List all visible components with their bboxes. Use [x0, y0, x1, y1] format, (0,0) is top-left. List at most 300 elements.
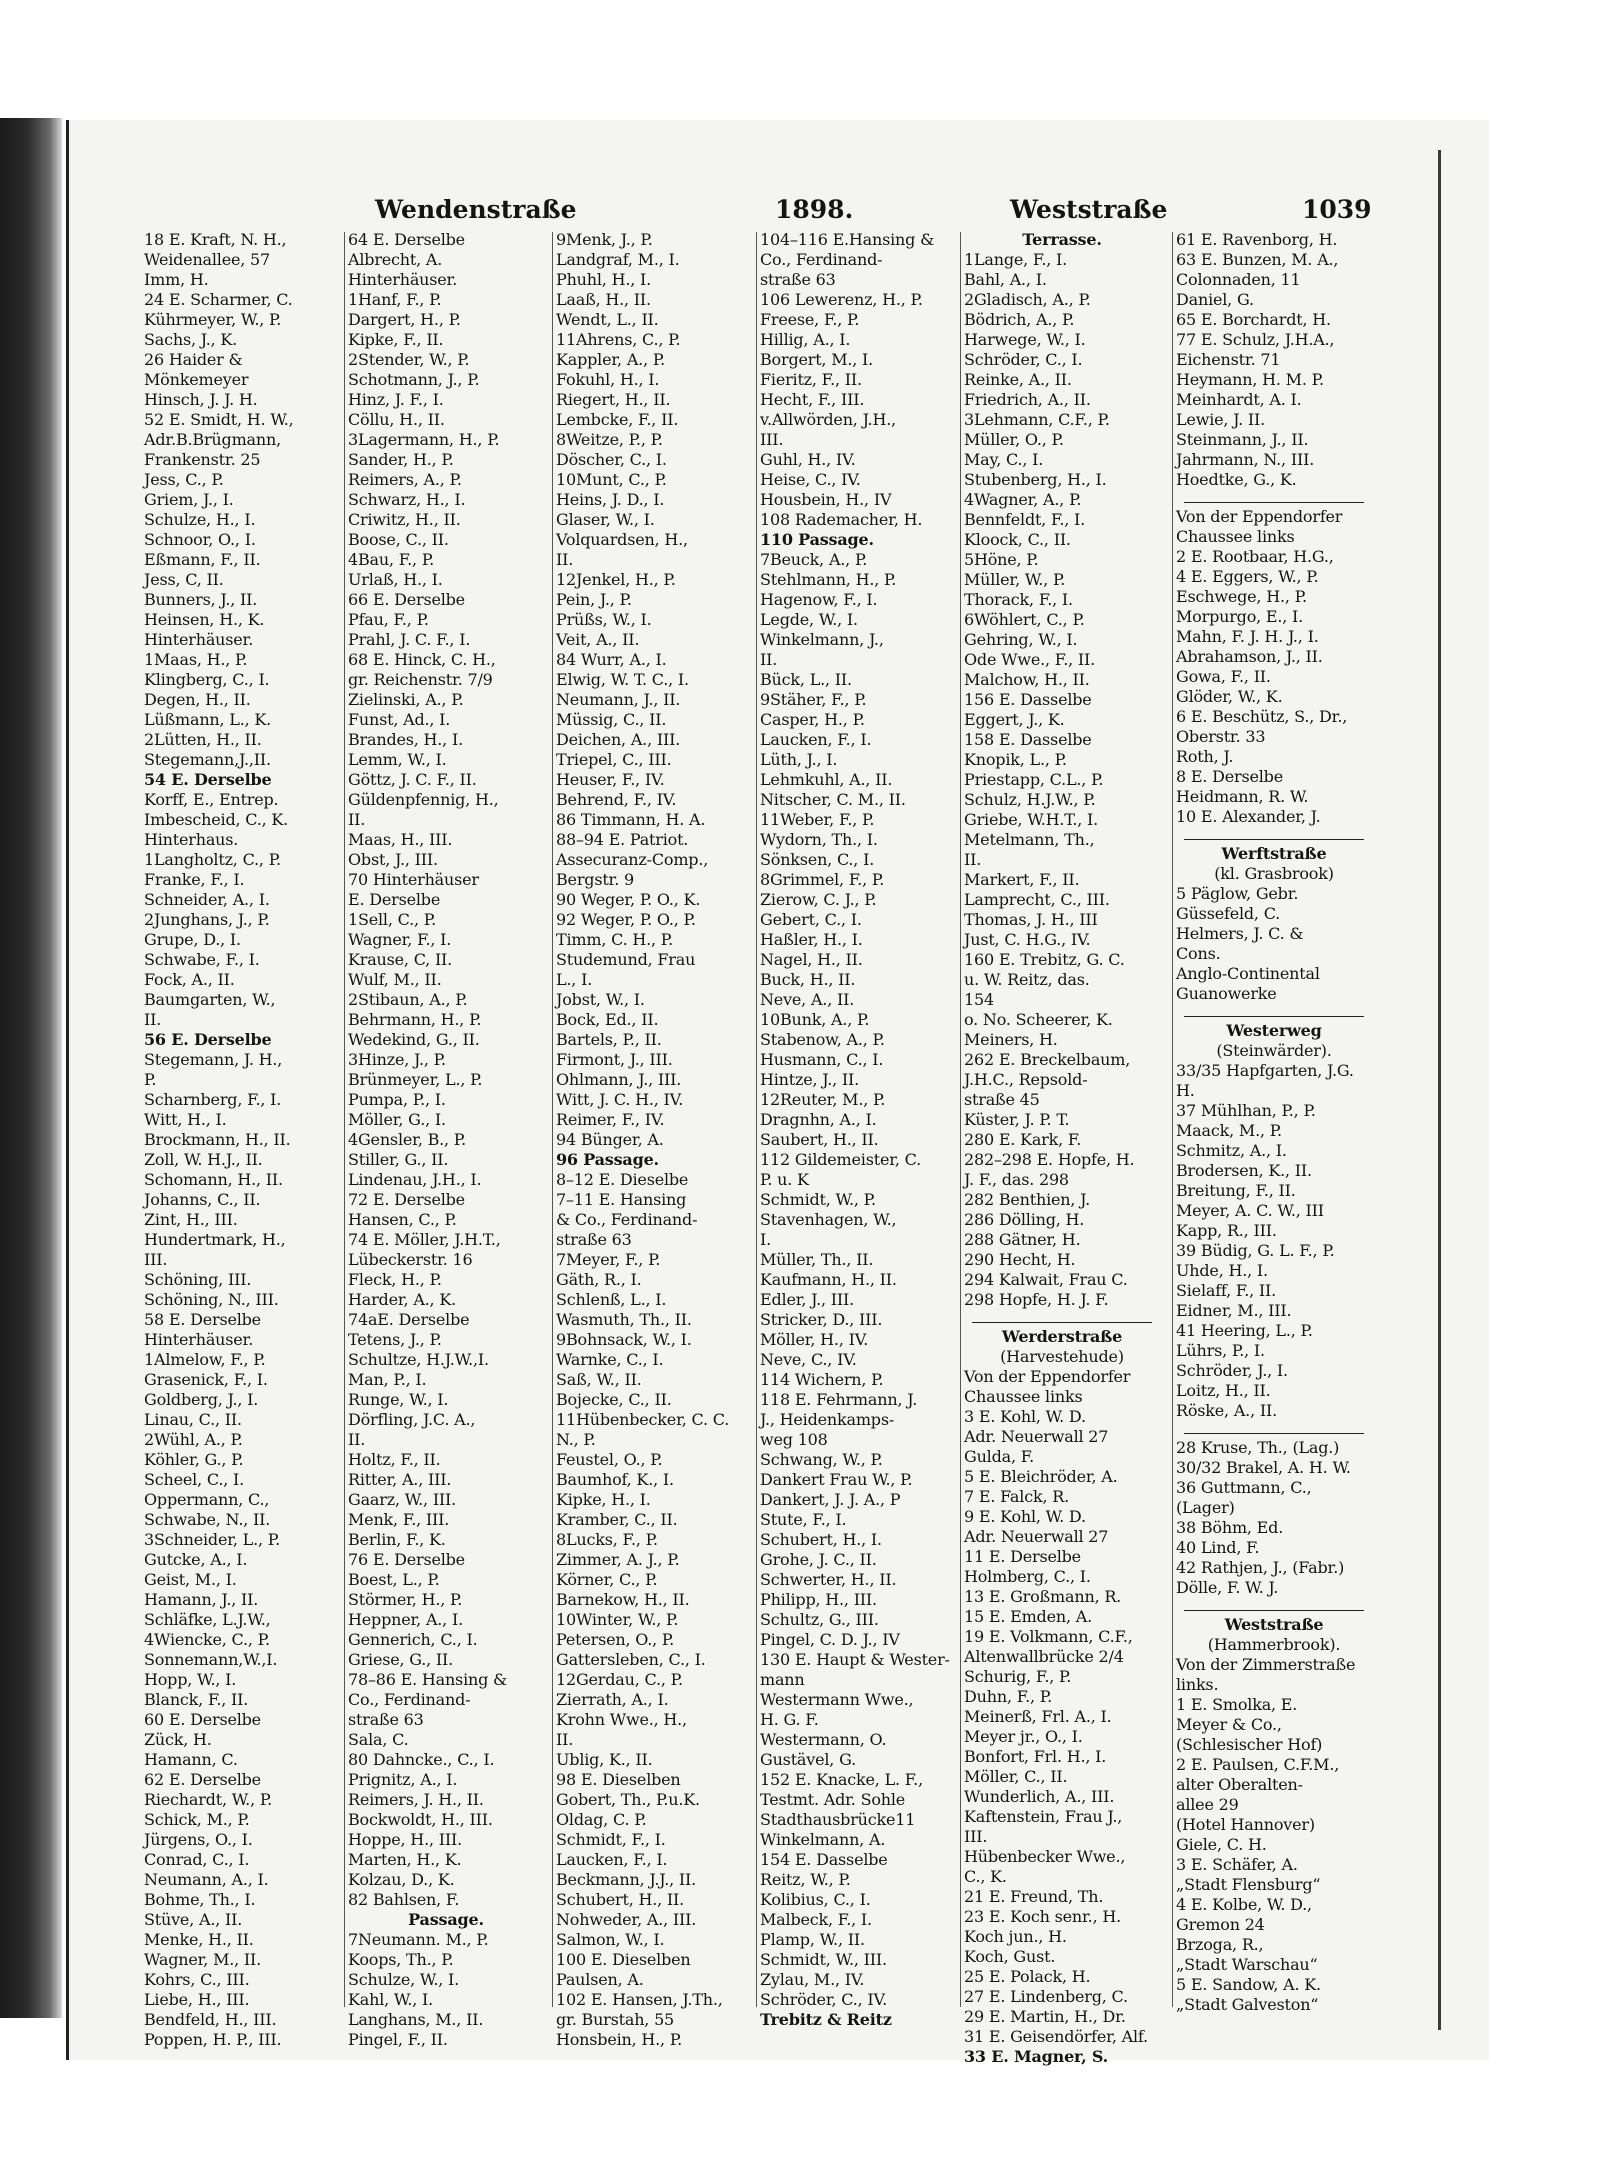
directory-entry: Gennerich, C., I. [348, 1630, 478, 1649]
directory-entry: 80 Dahncke., C., I. [348, 1750, 495, 1769]
directory-entry: v.Allwörden, J.H., [760, 410, 896, 429]
directory-entry: 8Lucks, F., P. [556, 1530, 658, 1549]
directory-entry: 60 E. Derselbe [144, 1710, 261, 1729]
directory-entry: Hansen, C., P. [348, 1210, 457, 1229]
directory-entry: P. [144, 1070, 157, 1089]
directory-entry: Degen, H., II. [144, 690, 251, 709]
directory-entry: 7Neumann. M., P. [348, 1930, 489, 1949]
directory-entry: 3Hinze, J., P. [348, 1050, 446, 1069]
directory-entry: Schurig, F., P. [964, 1667, 1072, 1686]
directory-entry: 7 E. Falck, R. [964, 1487, 1069, 1506]
directory-entry: Stavenhagen, W., [760, 1210, 897, 1229]
directory-entry: Maas, H., III. [348, 830, 453, 849]
directory-entry: Stabenow, A., P. [760, 1030, 885, 1049]
directory-entry: 39 Büdig, G. L. F., P. [1176, 1241, 1335, 1260]
directory-entry: „Stadt Galveston“ [1176, 1995, 1319, 2014]
directory-entry: Meiners, H. [964, 1030, 1058, 1049]
directory-entry: Hoedtke, G., K. [1176, 470, 1297, 489]
directory-column-5 [964, 230, 1160, 2066]
directory-entry: 152 E. Knacke, L. F., [760, 1770, 923, 1789]
directory-entry: Kolzau, D., K. [348, 1870, 455, 1889]
directory-entry: Roth, J. [1176, 747, 1234, 766]
directory-entry: Menke, H., II. [144, 1930, 254, 1949]
directory-entry: Conrad, C., I. [144, 1850, 250, 1869]
directory-entry: Müssig, C., II. [556, 710, 667, 729]
directory-entry: 11Weber, F., P. [760, 810, 875, 829]
directory-entry: Mönkemeyer [144, 370, 249, 389]
directory-entry: Hoppe, H., III. [348, 1830, 462, 1849]
directory-entry: Helmers, J. C. & [1176, 924, 1304, 943]
directory-entry: Koch, Gust. [964, 1947, 1056, 1966]
directory-entry: Housbein, H., IV [760, 490, 892, 509]
directory-entry: Kramber, C., II. [556, 1510, 678, 1529]
directory-entry: Brandes, H., I. [348, 730, 463, 749]
directory-entry: Schöning, N., III. [144, 1290, 279, 1309]
directory-entry: Bunners, J., II. [144, 590, 258, 609]
directory-entry: 10 E. Alexander, J. [1176, 807, 1321, 826]
directory-entry: Eßmann, F., II. [144, 550, 261, 569]
directory-entry: Petersen, O., P. [556, 1630, 675, 1649]
directory-entry: Chaussee links [964, 1387, 1083, 1406]
directory-entry: Schöning, III. [144, 1270, 252, 1289]
directory-entry: 30/32 Brakel, A. H. W. [1176, 1458, 1351, 1477]
directory-entry: Friedrich, A., II. [964, 390, 1091, 409]
directory-entry: 1Maas, H., P. [144, 650, 248, 669]
directory-entry: Nagel, H., II. [760, 950, 863, 969]
directory-entry: Prüßs, W., I. [556, 610, 652, 629]
directory-entry: Cons. [1176, 944, 1221, 963]
directory-entry: Schmidt, W., III. [760, 1950, 887, 1969]
directory-entry: straße 63 [760, 270, 836, 289]
directory-entry: Sala, C. [348, 1730, 409, 1749]
directory-entry: Brockmann, H., II. [144, 1130, 291, 1149]
directory-entry: Schmidt, F., I. [556, 1830, 666, 1849]
directory-entry: Wedekind, G., II. [348, 1030, 480, 1049]
directory-entry: Barnekow, H., II. [556, 1590, 690, 1609]
directory-entry: Schneider, A., I. [144, 890, 270, 909]
directory-entry: Runge, W., I. [348, 1390, 449, 1409]
directory-entry: Markert, F., II. [964, 870, 1080, 889]
directory-entry: L., I. [556, 970, 593, 989]
directory-entry: 62 E. Derselbe [144, 1770, 261, 1789]
directory-entry: 8Grimmel, F., P. [760, 870, 885, 889]
directory-entry: Sander, H., P. [348, 450, 454, 469]
directory-entry: Hinterhäuser. [144, 630, 254, 649]
directory-entry: Just, C. H.G., IV. [964, 930, 1091, 949]
directory-entry: 290 Hecht, H. [964, 1250, 1076, 1269]
street-heading: Werderstraße [1001, 1327, 1123, 1346]
directory-entry: Zielinski, A., P. [348, 690, 464, 709]
directory-entry: straße 45 [964, 1090, 1040, 1109]
directory-entry: Meyer, A. C. W., III [1176, 1201, 1324, 1220]
directory-entry: Colonnaden, 11 [1176, 270, 1301, 289]
directory-entry: Breitung, F., II. [1176, 1181, 1296, 1200]
directory-entry: Sonnemann,W.,I. [144, 1650, 278, 1669]
directory-entry: Buck, H., II. [760, 970, 856, 989]
directory-entry: Triepel, C., III. [556, 750, 672, 769]
directory-entry: 6Wöhlert, C., P. [964, 610, 1085, 629]
directory-entry: Dörfling, J.C. A., [348, 1410, 476, 1429]
directory-entry: Heins, J. D., I. [556, 490, 665, 509]
directory-entry: Gehring, W., I. [964, 630, 1078, 649]
directory-entry: Pein, J., P. [556, 590, 632, 609]
directory-entry: Schick, M., P. [144, 1810, 250, 1829]
directory-entry: Philipp, H., III. [760, 1590, 877, 1609]
directory-entry: Holtz, F., II. [348, 1450, 441, 1469]
directory-entry: Kolibius, C., I. [760, 1890, 871, 1909]
directory-entry: Reimers, J. H., II. [348, 1790, 484, 1809]
directory-entry: Bojecke, C., II. [556, 1390, 672, 1409]
directory-entry: Schwarz, H., I. [348, 490, 466, 509]
directory-entry: 2Lütten, H., II. [144, 730, 262, 749]
directory-entry: Griem, J., I. [144, 490, 234, 509]
directory-entry: Grohe, J. C., II. [760, 1550, 877, 1569]
directory-entry: 158 E. Dasselbe [964, 730, 1092, 749]
directory-entry: 78–86 E. Hansing & [348, 1670, 508, 1689]
directory-entry: II. [144, 1010, 162, 1029]
directory-entry: Möller, H., IV. [760, 1330, 869, 1349]
directory-entry: Stüve, A., II. [144, 1910, 243, 1929]
directory-entry: Schröder, C., I. [964, 350, 1083, 369]
directory-entry: Schulze, W., I. [348, 1970, 460, 1989]
directory-entry: Bockwoldt, H., III. [348, 1810, 493, 1829]
book-spine-shadow [0, 118, 62, 2018]
directory-entry: Duhn, F., P. [964, 1687, 1052, 1706]
directory-entry: Mahn, F. J. H. J., I. [1176, 627, 1319, 646]
directory-entry: Co., Ferdinand- [348, 1690, 471, 1709]
directory-entry: Bennfeldt, F., I. [964, 510, 1086, 529]
directory-entry: 24 E. Scharmer, C. [144, 290, 293, 309]
directory-entry: Schulz, H.J.W., P. [964, 790, 1096, 809]
running-head-year: 1898. [775, 195, 854, 224]
street-heading: Weststraße [1224, 1615, 1324, 1634]
directory-entry: Zierow, C. J., P. [760, 890, 877, 909]
street-heading: Passage. [408, 1910, 484, 1929]
directory-entry: 9Bohnsack, W., I. [556, 1330, 692, 1349]
directory-entry: E. Derselbe [348, 890, 441, 909]
directory-entry: Kappler, A., P. [556, 350, 666, 369]
directory-entry: Schmitz, A., I. [1176, 1141, 1287, 1160]
directory-entry: 28 Kruse, Th., (Lag.) [1176, 1438, 1340, 1457]
directory-entry: 25 E. Polack, H. [964, 1967, 1091, 1986]
directory-entry: Obst, J., III. [348, 850, 438, 869]
directory-entry: 65 E. Borchardt, H. [1176, 310, 1331, 329]
column-divider [1172, 232, 1173, 2007]
directory-entry: Pingel, C. D. J., IV [760, 1630, 900, 1649]
directory-entry: 66 E. Derselbe [348, 590, 465, 609]
directory-entry: Meyer jr., O., I. [964, 1727, 1083, 1746]
directory-entry: Elwig, W. T. C., I. [556, 670, 689, 689]
directory-entry: 4Wiencke, C., P. [144, 1630, 270, 1649]
directory-entry: 8 E. Derselbe [1176, 767, 1283, 786]
directory-entry: Giele, C. H. [1176, 1835, 1267, 1854]
directory-entry: Grasenick, F., I. [144, 1370, 268, 1389]
directory-entry: Hundertmark, H., [144, 1230, 286, 1249]
directory-entry: Veit, A., II. [556, 630, 640, 649]
directory-entry: II. [760, 650, 778, 669]
directory-entry: 9Stäher, F., P. [760, 690, 867, 709]
directory-entry: 70 Hinterhäuser [348, 870, 479, 889]
directory-entry: Urlaß, H., I. [348, 570, 443, 589]
directory-entry: Sielaff, F., II. [1176, 1281, 1277, 1300]
directory-entry: Oppermann, C., [144, 1490, 270, 1509]
directory-entry: Körner, C., P. [556, 1570, 658, 1589]
directory-entry: links. [1176, 1675, 1219, 1694]
directory-entry: Freese, F., P. [760, 310, 860, 329]
directory-entry: 1Sell, C., P. [348, 910, 436, 929]
directory-entry: 68 E. Hinck, C. H., [348, 650, 496, 669]
directory-entry: Stute, F., I. [760, 1510, 847, 1529]
directory-entry: Von der Eppendorfer [1176, 507, 1343, 526]
directory-entry: gr. Burstah, 55 [556, 2010, 675, 2029]
directory-entry: Lührs, P., I. [1176, 1341, 1265, 1360]
directory-entry: 10Bunk, A., P. [760, 1010, 870, 1029]
directory-entry: (Hammerbrook). [1207, 1635, 1341, 1654]
directory-entry: Hamann, J., II. [144, 1590, 259, 1609]
directory-entry: Feustel, O., P. [556, 1450, 663, 1469]
directory-entry: 262 E. Breckelbaum, [964, 1050, 1131, 1069]
directory-entry: Maack, M., P. [1176, 1121, 1282, 1140]
directory-entry: 36 Guttmann, C., [1176, 1478, 1312, 1497]
directory-entry: Heppner, A., I. [348, 1610, 463, 1629]
directory-entry: Hopp, W., I. [144, 1670, 237, 1689]
directory-entry: o. No. Scheerer, K. [964, 1010, 1113, 1029]
directory-entry: Griese, G., II. [348, 1650, 454, 1669]
directory-entry: Meinhardt, A. I. [1176, 390, 1302, 409]
directory-entry: Gebert, C., I. [760, 910, 862, 929]
directory-entry: Von der Eppendorfer [964, 1367, 1131, 1386]
directory-entry: Schulze, H., I. [144, 510, 256, 529]
directory-entry: Gulda, F. [964, 1447, 1035, 1466]
directory-entry: 4Bau, F., P. [348, 550, 435, 569]
directory-entry: Frankenstr. 25 [144, 450, 261, 469]
directory-entry: 288 Gätner, H. [964, 1230, 1081, 1249]
directory-entry: Stiller, G., II. [348, 1150, 449, 1169]
directory-entry: Jess, C, II. [144, 570, 224, 589]
directory-entry: 7Beuck, A., P. [760, 550, 868, 569]
directory-entry: Bendfeld, H., III. [144, 2010, 277, 2029]
directory-entry: Imbescheid, C., K. [144, 810, 289, 829]
directory-entry: III. [144, 1250, 168, 1269]
directory-entry: Blanck, F., II. [144, 1690, 249, 1709]
directory-entry: Lemm, W., I. [348, 750, 447, 769]
directory-entry: Co., Ferdinand- [760, 250, 883, 269]
directory-entry: Lüth, J., I. [760, 750, 838, 769]
directory-entry: 61 E. Ravenborg, H. [1176, 230, 1338, 249]
directory-entry: III. [760, 430, 784, 449]
directory-entry: Bödrich, A., P. [964, 310, 1075, 329]
directory-entry: 12Jenkel, H., P. [556, 570, 676, 589]
directory-entry: 114 Wichern, P. [760, 1370, 884, 1389]
directory-entry: Hamann, C. [144, 1750, 238, 1769]
directory-entry: 54 E. Derselbe [144, 770, 272, 789]
section-rule [1184, 1423, 1364, 1434]
directory-entry: Möller, C., II. [964, 1767, 1068, 1786]
directory-entry: Bohme, Th., I. [144, 1890, 256, 1909]
directory-entry: Döscher, C., I. [556, 450, 667, 469]
directory-entry: Wunderlich, A., III. [964, 1787, 1115, 1806]
directory-entry: 5 E. Sandow, A. K. [1176, 1975, 1321, 1994]
directory-entry: 7–11 E. Hansing [556, 1190, 687, 1209]
directory-entry: 130 E. Haupt & Wester- [760, 1650, 950, 1669]
section-rule [1184, 1600, 1364, 1611]
directory-entry: Plamp, W., II. [760, 1930, 865, 1949]
directory-entry: Pfau, F., P. [348, 610, 429, 629]
directory-entry: 4Gensler, B., P. [348, 1130, 467, 1149]
directory-entry: Phuhl, H., I. [556, 270, 651, 289]
directory-entry: Poppen, H. P., III. [144, 2030, 282, 2049]
directory-entry: 11Ahrens, C., P. [556, 330, 681, 349]
directory-entry: alter Oberalten- [1176, 1775, 1303, 1794]
directory-entry: Altenwallbrücke 2/4 [964, 1647, 1124, 1666]
directory-entry: Jürgens, O., I. [144, 1830, 253, 1849]
directory-entry: Kührmeyer, W., P. [144, 310, 282, 329]
directory-entry: Legde, W., I. [760, 610, 858, 629]
directory-entry: Stadthausbrücke11 [760, 1810, 916, 1829]
directory-entry: Loitz, H., II. [1176, 1381, 1271, 1400]
directory-entry: Glaser, W., I. [556, 510, 655, 529]
directory-entry: Lüßmann, L., K. [144, 710, 272, 729]
directory-entry: Thorack, F., I. [964, 590, 1073, 609]
directory-entry: 2Stibaun, A., P. [348, 990, 468, 1009]
directory-entry: H. [1176, 1081, 1195, 1100]
directory-entry: mann [760, 1670, 805, 1689]
directory-entry: Stehlmann, H., P. [760, 570, 897, 589]
directory-entry: Küster, J. P. T. [964, 1110, 1070, 1129]
directory-entry: 106 Lewerenz, H., P. [760, 290, 923, 309]
directory-entry: I. [760, 1230, 772, 1249]
directory-column-2 [348, 230, 544, 2049]
directory-entry: Schultz, G., III. [760, 1610, 879, 1629]
directory-entry: Testmt. Adr. Sohle [760, 1790, 906, 1809]
directory-entry: 56 E. Derselbe [144, 1030, 272, 1049]
directory-entry: 2Junghans, J., P. [144, 910, 270, 929]
directory-entry: 298 Hopfe, H. J. F. [964, 1290, 1109, 1309]
directory-entry: Zint, H., III. [144, 1210, 238, 1229]
directory-entry: Goldberg, J., I. [144, 1390, 259, 1409]
directory-entry: Zoll, W. H.J., II. [144, 1150, 263, 1169]
directory-entry: Guhl, H., IV. [760, 450, 856, 469]
directory-entry: Krohn Wwe., H., [556, 1710, 687, 1729]
directory-entry: 8Weitze, P., P. [556, 430, 663, 449]
directory-entry: Behrmann, H., P. [348, 1010, 482, 1029]
directory-entry: Laucken, F., I. [760, 730, 872, 749]
directory-entry: Malchow, H., II. [964, 670, 1090, 689]
directory-entry: Abrahamson, J., II. [1176, 647, 1323, 666]
directory-entry: Grupe, D., I. [144, 930, 241, 949]
directory-entry: Gaarz, W., III. [348, 1490, 457, 1509]
directory-entry: Heinsen, H., K. [144, 610, 265, 629]
directory-entry: Ode Wwe., F., II. [964, 650, 1095, 669]
directory-entry: Bahl, A., I. [964, 270, 1047, 289]
directory-entry: Brzoga, R., [1176, 1935, 1264, 1954]
directory-entry: Schwerter, H., II. [760, 1570, 897, 1589]
directory-entry: Malbeck, F., I. [760, 1910, 872, 1929]
directory-entry: Röske, A., II. [1176, 1401, 1277, 1420]
directory-entry: 4 E. Eggers, W., P. [1176, 567, 1319, 586]
directory-entry: Stubenberg, H., I. [964, 470, 1107, 489]
directory-entry: Albrecht, A. [348, 250, 443, 269]
directory-entry: 19 E. Volkmann, C.F., [964, 1627, 1133, 1646]
directory-entry: 3Schneider, L., P. [144, 1530, 280, 1549]
directory-entry: Adr.B.Brügmann, [144, 430, 281, 449]
directory-entry: Gobert, Th., P.u.K. [556, 1790, 700, 1809]
directory-entry: Casper, H., P. [760, 710, 865, 729]
directory-entry: 76 E. Derselbe [348, 1550, 465, 1569]
directory-entry: Ublig, K., II. [556, 1750, 653, 1769]
directory-entry: Criwitz, H., II. [348, 510, 461, 529]
directory-entry: Güssefeld, C. [1176, 904, 1281, 923]
directory-entry: Güldenpfennig, H., [348, 790, 499, 809]
directory-entry: (Hotel Hannover) [1176, 1815, 1315, 1834]
directory-entry: Berlin, F., K. [348, 1530, 446, 1549]
directory-entry: Witt, H., I. [144, 1110, 227, 1129]
directory-entry: Brodersen, K., II. [1176, 1161, 1312, 1180]
directory-entry: Hinterhäuser. [144, 1330, 254, 1349]
directory-column-4 [760, 230, 956, 2029]
directory-entry: Fleck, H., P. [348, 1270, 442, 1289]
directory-entry: 3Lagermann, H., P. [348, 430, 500, 449]
directory-entry: gr. Reichenstr. 7/9 [348, 670, 493, 689]
directory-entry: Nohweder, A., III. [556, 1910, 697, 1929]
directory-entry: (Harvestehude) [1000, 1347, 1124, 1366]
directory-entry: Harder, A., K. [348, 1290, 456, 1309]
directory-entry: 27 E. Lindenberg, C. [964, 1987, 1128, 2006]
directory-entry: Sönksen, C., I. [760, 850, 875, 869]
directory-entry: Lübeckerstr. 16 [348, 1250, 473, 1269]
directory-entry: Anglo-Continental [1176, 964, 1320, 983]
directory-entry: Zück, H. [144, 1730, 212, 1749]
column-divider [960, 232, 961, 2007]
directory-entry: Witt, J. C. H., IV. [556, 1090, 684, 1109]
directory-entry: Glöder, W., K. [1176, 687, 1283, 706]
directory-entry: Brünmeyer, L., P. [348, 1070, 483, 1089]
directory-entry: 104–116 E.Hansing & [760, 230, 935, 249]
directory-entry: Dankert, J. J. A., P [760, 1490, 901, 1509]
directory-entry: Honsbein, H., P. [556, 2030, 683, 2049]
directory-entry: Daniel, G. [1176, 290, 1254, 309]
directory-entry: 12Reuter, M., P. [760, 1090, 886, 1109]
directory-entry: Jobst, W., I. [556, 990, 645, 1009]
directory-entry: Riechardt, W., P. [144, 1790, 273, 1809]
section-rule [1184, 1006, 1364, 1017]
directory-entry: 26 Haider & [144, 350, 243, 369]
directory-entry: Imm, H. [144, 270, 209, 289]
directory-entry: Ohlmann, J., III. [556, 1070, 682, 1089]
directory-entry: C., K. [964, 1867, 1007, 1886]
directory-entry: 23 E. Koch senr., H. [964, 1907, 1121, 1926]
directory-entry: Wendt, L., II. [556, 310, 659, 329]
directory-entry: Gäth, R., I. [556, 1270, 642, 1289]
directory-entry: Schubert, H., II. [556, 1890, 685, 1909]
directory-entry: Hillig, A., I. [760, 330, 851, 349]
section-rule [1184, 492, 1364, 503]
directory-entry: Uhde, H., I. [1176, 1261, 1268, 1280]
directory-entry: Neumann, J., II. [556, 690, 681, 709]
directory-entry: Pingel, F., II. [348, 2030, 448, 2049]
directory-entry: Westermann, O. [760, 1730, 887, 1749]
directory-entry: Saubert, H., II. [760, 1130, 879, 1149]
directory-entry: (Schlesischer Hof) [1176, 1735, 1323, 1754]
directory-entry: Hinterhäuser. [348, 270, 458, 289]
directory-entry: 280 E. Kark, F. [964, 1130, 1082, 1149]
directory-entry: 3 E. Schäfer, A. [1176, 1855, 1298, 1874]
directory-entry: Langhans, M., II. [348, 2010, 484, 2029]
directory-entry: 1Hanf, F., P. [348, 290, 442, 309]
directory-entry: Gowa, F., II. [1176, 667, 1271, 686]
directory-entry: Bück, L., II. [760, 670, 852, 689]
directory-entry: 21 E. Freund, Th. [964, 1887, 1104, 1906]
